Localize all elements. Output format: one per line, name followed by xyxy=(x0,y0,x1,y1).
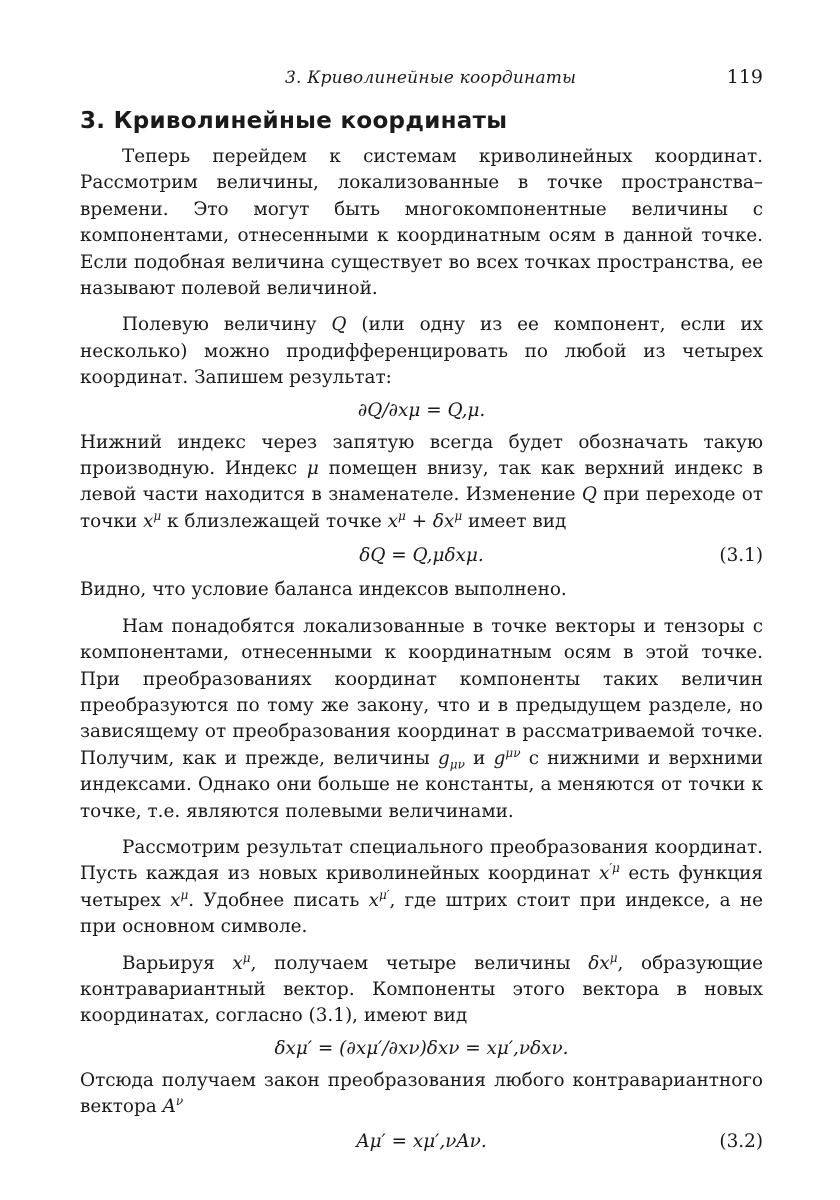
paragraph-contravariant-law: Отсюда получаем закон преобразования любого контравариантного вектора $A^\nu$ xyxy=(80,1069,763,1118)
equation-3-2-body: Aμ′ = xμ′,νAν. xyxy=(356,1130,487,1152)
paragraph-intro: Теперь перейдем к системам криволинейных координат. Рассмотрим величины, локализованные в точке пространства–времени. Это могут быть многокомпонентные величины с компонентами, отнесенными к координатным осям в данной точке. Если подобная величина существует во всех точках пространства, ее называют полевой величиной. xyxy=(80,146,763,300)
paragraph-special-transform: Рассмотрим результат специального преобразования координат. Пусть каждая из новых криволинейных координат $x^{'\mu}$ есть функция четырех $x^\mu$. Удобнее писать $x^{\mu'}$, где штрих стоит при индексе, а не при основном символе. xyxy=(80,836,763,938)
equation-3-1-body: δQ = Q,μδxμ. xyxy=(359,545,484,567)
paragraph-index-comma: Нижний индекс через запятую всегда будет обозначать такую производную. Индекс μ помещен внизу, так как верхний индекс в левой части находится в знаменателе. Изменение Q при переходе от точки $x^\mu$ к близлежащей точке $x^\mu + \delta x^\mu$ имеет вид xyxy=(80,431,763,532)
equation-3-1 xyxy=(80,535,763,577)
equation-derivative: ∂Q/∂xμ = Q,μ. xyxy=(357,399,486,421)
paragraph-variation: Варьируя $x^\mu$, получаем четыре величины $\delta x^\mu$, образующие контравариантный вектор. Компоненты этого вектора в новых координатах, согласно (3.1), имеют вид xyxy=(80,950,763,1027)
page-number: 119 xyxy=(726,66,763,88)
running-head-title: 3. Криволинейные координаты xyxy=(285,68,577,88)
section-body xyxy=(80,144,763,1163)
paragraph-field-derivative: Полевую величину Q (или одну из ее компонент, если их несколько) можно продифференцировать по любой из четырех координат. Запишем результат: xyxy=(80,314,763,389)
equation-delta-x-transform: δxμ′ = (∂xμ′/∂xν)δxν = xμ′,νδxν. xyxy=(274,1037,569,1059)
equation-3-2-number: (3.2) xyxy=(719,1130,763,1152)
equation-3-1-number: (3.1) xyxy=(719,545,763,567)
running-head xyxy=(80,68,763,92)
paragraph-vectors-tensors: Нам понадобятся локализованные в точке векторы и тензоры с компонентами, отнесенными к координатным осям в этой точке. При преобразованиях координат компоненты таких величин преобразуются по тому же закону, что и в предыдущем разделе, но зависящему от преобразования координат в рассматриваемой точке. Получим, как и прежде, величины $g_{\mu\nu}$ и $g^{\mu\nu}$ с нижними и верхними индексами. Однако они больше не константы, а меняются от точки к точке, т.е. являются полевыми величинами. xyxy=(80,615,763,822)
paragraph-index-balance: Видно, что условие баланса индексов выполнено. xyxy=(80,579,567,601)
section-heading: 3. Криволинейные координаты xyxy=(80,108,508,134)
equation-3-2 xyxy=(80,1121,763,1163)
